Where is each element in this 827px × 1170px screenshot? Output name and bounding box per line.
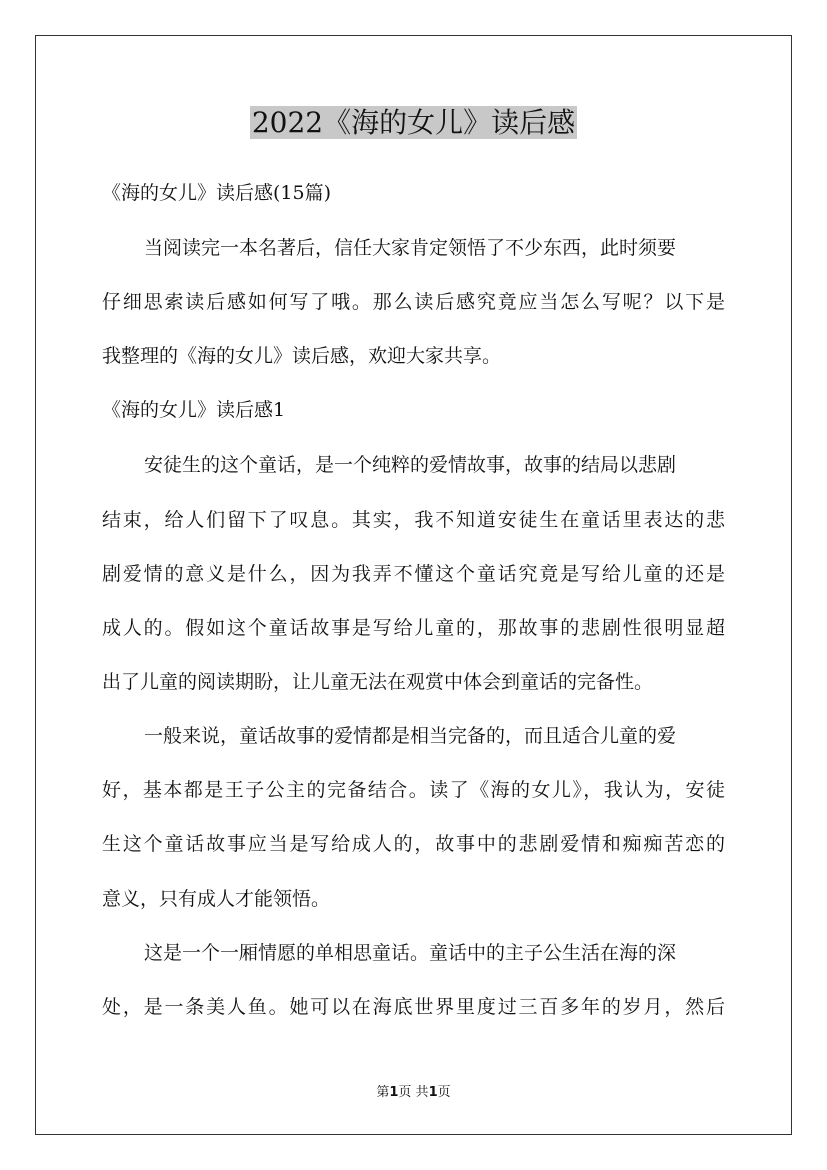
paragraph-line: 一般来说，童话故事的爱情都是相当完备的，而且适合儿童的爱: [144, 725, 677, 747]
intro-line: 当阅读完一本名著后，信任大家肯定领悟了不少东西，此时须要: [144, 237, 677, 259]
footer-total-pages: 1: [428, 1085, 438, 1100]
paragraph-line: 意义，只有成人才能领悟。: [102, 888, 331, 910]
document-title-text: 2022《海的女儿》读后感: [251, 106, 576, 139]
paragraph-line: 成人的。假如这个童话故事是写给儿童的，那故事的悲剧性很明显超: [102, 617, 725, 639]
intro-line: 仔细思索读后感如何写了哦。那么读后感究竟应当怎么写呢？以下是: [102, 291, 725, 313]
paragraph-line: 好，基本都是王子公主的完备结合。读了《海的女儿》，我认为，安徒: [102, 779, 725, 801]
footer-mid: 页 共: [398, 1085, 429, 1100]
footer-page-number: 1: [389, 1085, 399, 1100]
paragraph-line: 安徒生的这个童话，是一个纯粹的爱情故事，故事的结局以悲剧: [144, 454, 677, 476]
page-footer: [0, 1084, 827, 1102]
paragraph-line: 处，是一条美人鱼。她可以在海底世界里度过三百多年的岁月，然后: [102, 996, 725, 1018]
intro-line: 我整理的《海的女儿》读后感，欢迎大家共享。: [102, 345, 502, 367]
section-heading: 《海的女儿》读后感1: [102, 399, 286, 421]
paragraph-line: 结束，给人们留下了叹息。其实，我不知道安徒生在童话里表达的悲: [102, 509, 725, 531]
paragraph-line: 生这个童话故事应当是写给成人的，故事中的悲剧爱情和痴痴苦恋的: [102, 833, 725, 855]
footer-suffix: 页: [437, 1085, 451, 1100]
document-subtitle: 《海的女儿》读后感(15篇): [102, 182, 332, 204]
paragraph-line: 这是一个一厢情愿的单相思童话。童话中的主子公生活在海的深: [144, 942, 677, 964]
footer-prefix: 第: [376, 1085, 390, 1100]
paragraph-line: 剧爱情的意义是什么，因为我弄不懂这个童话究竟是写给儿童的还是: [102, 563, 725, 585]
document-title: [0, 103, 827, 143]
paragraph-line: 出了儿童的阅读期盼，让儿童无法在观赏中体会到童话的完备性。: [102, 671, 654, 693]
